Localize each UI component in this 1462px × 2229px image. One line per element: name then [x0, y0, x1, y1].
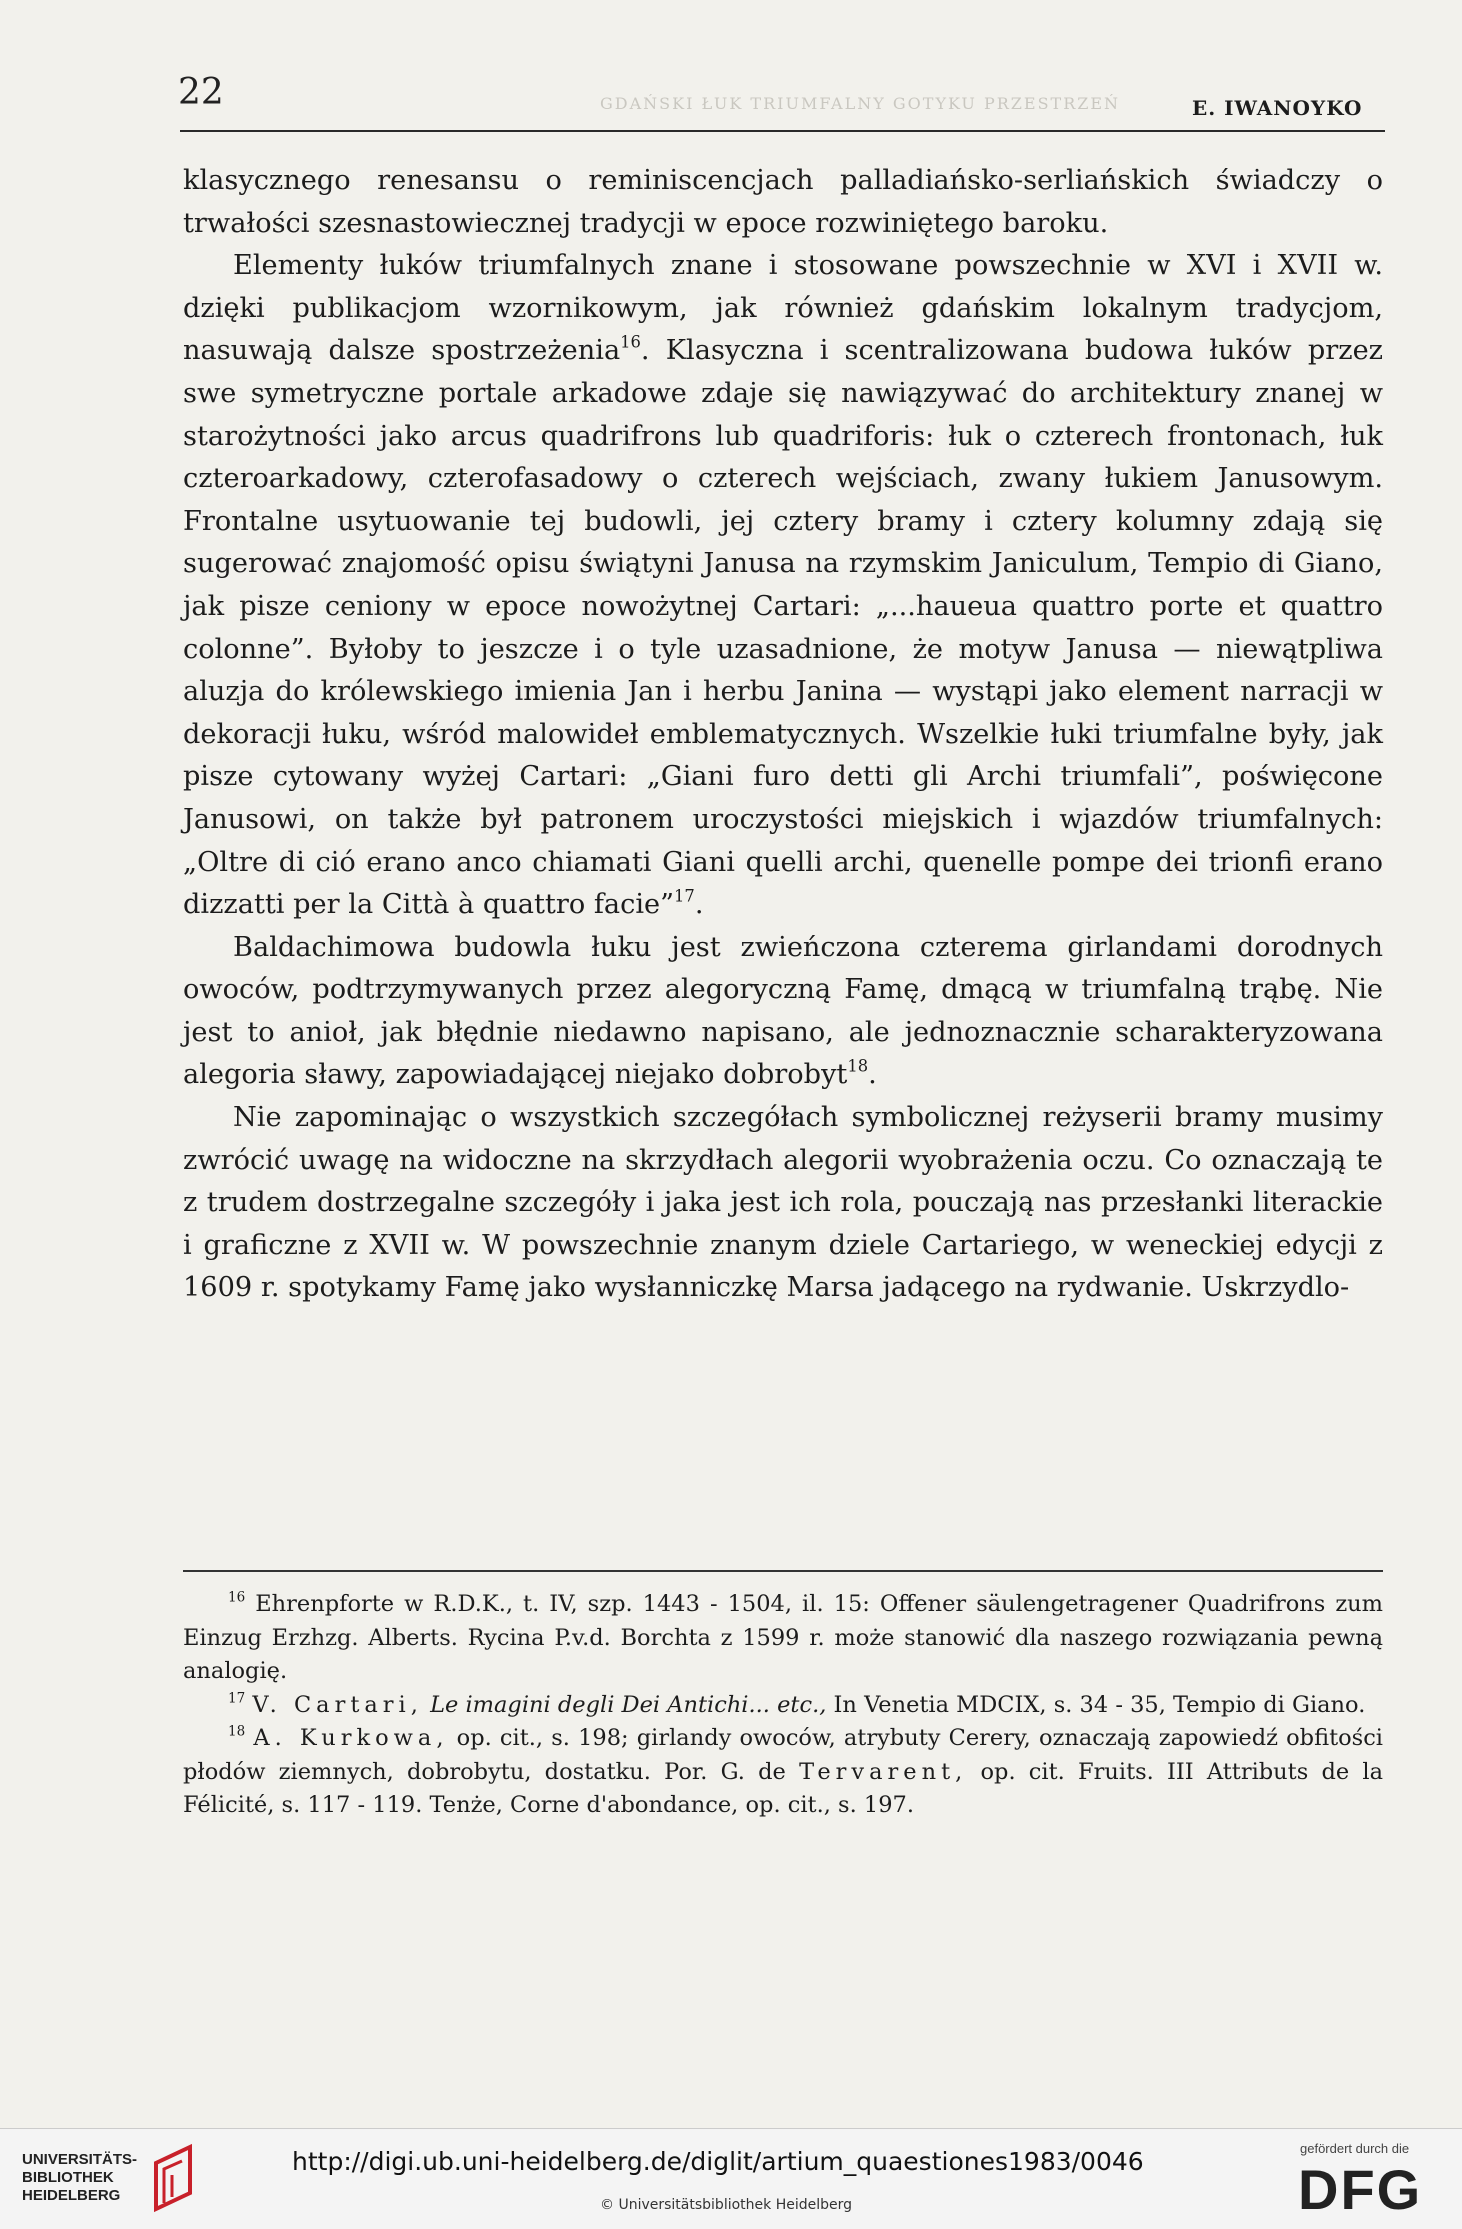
paragraph-3-text-b: . — [868, 1059, 877, 1091]
library-name-line: BIBLIOTHEK — [22, 2169, 114, 2186]
paragraph-2-text-a: Elementy łuków triumfalnych znane i stosowane powszechnie w XVI i XVII w. dzięki publikacjom wzornikowym, jak również gdańskim lokalnym tradycjom, nasuwają dalsze spostrzeżenia — [183, 250, 1383, 367]
page-number: 22 — [178, 72, 224, 113]
footnote-text: op. cit., s. 198; girlandy owoców, atrybuty Cerery, oznaczają zapowiedź obfitości płodów ziemnych, dobrobytu, dostatku. Por. G. de — [183, 1725, 1384, 1785]
permalink-url[interactable]: http://digi.ub.uni-heidelberg.de/diglit/artium_quaestiones1983/0046 — [292, 2147, 1144, 2176]
footnote-16 — [183, 1588, 1383, 1689]
copyright-notice: © Universitätsbibliothek Heidelberg — [600, 2197, 853, 2213]
footnote-author: A. Kurkowa, — [253, 1725, 449, 1751]
library-name-line: HEIDELBERG — [22, 2187, 121, 2204]
footnote-17 — [183, 1689, 1383, 1723]
footnote-rule — [183, 1570, 1383, 1572]
footnote-ref-18[interactable]: 18 — [847, 1057, 869, 1077]
running-head: E. IWANOYKO — [1192, 96, 1363, 120]
footnotes — [183, 1588, 1383, 1823]
ghost-running-head: GDAŃSKI ŁUK TRIUMFALNY GOTYKU PRZESTRZEŃ — [600, 94, 1121, 113]
dfg-logo: DFG — [1298, 2158, 1423, 2221]
library-name-line: UNIVERSITÄTS- — [22, 2151, 138, 2168]
paragraph-2-text-c: . — [694, 889, 704, 921]
footnote-author: V. Cartari, — [252, 1691, 423, 1718]
library-name — [22, 2151, 137, 2205]
footnote-number: 18 — [228, 1723, 246, 1740]
paragraph-3 — [183, 927, 1383, 1097]
paragraph-4 — [183, 1097, 1383, 1310]
body-text — [183, 160, 1383, 1310]
library-logo-icon — [150, 2143, 198, 2213]
paragraph-2 — [183, 245, 1383, 927]
footnote-text: In Venetia MDCIX, s. 34 - 35, Tempio di Giano. — [833, 1691, 1366, 1718]
footnote-text: op. cit. Fruits. III Attributs de la Félicité, s. 117 - 119. Tenże, Corne d'abondance, op. cit., s. 197. — [183, 1758, 1384, 1818]
footnote-author: Tervarent, — [799, 1758, 968, 1785]
footnote-number: 16 — [228, 1589, 246, 1606]
paragraph-1 — [183, 160, 1383, 245]
funded-by-label: gefördert durch die — [1300, 2141, 1410, 2156]
footnote-ref-16[interactable]: 16 — [620, 332, 641, 352]
footnote-18 — [183, 1722, 1383, 1823]
footnote-title: Le imagini degli Dei Antichi... etc., — [430, 1691, 827, 1718]
paragraph-2-text-b: . Klasyczna i scentralizowana budowa łuków przez swe symetryczne portale arkadowe zdaje się nawiązywać do architektury znanej w starożytności jako arcus quadrifrons lub quadriforis: łuk o czterech frontonach, łuk czteroarkadowy, czterofasadowy o czterech wejściach, zwany łukiem Janusowym. Frontalne usytuowanie tej budowli, jej cztery bramy i cztery kolumny zdają się sugerować znajomość opisu świątyni Janusa na rzymskim Janiculum, Tempio di Giano, jak pisze ceniony w epoce nowożytnej Cartari: „...haueua quattro porte et quattro colonne”. Byłoby to jeszcze i o tyle uzasadnione, że motyw Janusa — niewątpliwa aluzja do królewskiego imienia Jan i herbu Janina — wystąpi jako element narracji w dekoracji łuku, wśród malowideł emblematycznych. Wszelkie łuki triumfalne były, jak pisze cytowany wyżej Cartari: „Giani furo detti gli Archi triumfali”, poświęcone Janusowi, on także był patronem uroczystości miejskich i wjazdów triumfalnych: „Oltre di ció erano anco chiamati Giani quelli archi, quenelle pompe dei trionfi erano dizzatti per la Città à quattro facie” — [183, 335, 1383, 921]
header-rule — [180, 130, 1385, 132]
footnote-number: 17 — [228, 1690, 246, 1707]
footnote-ref-17[interactable]: 17 — [674, 886, 695, 906]
paragraph-1-text: klasycznego renesansu o reminiscencjach palladiańsko-serliańskich świadczy o trwałości szesnastowiecznej tradycji w epoce rozwiniętego baroku. — [183, 165, 1383, 239]
paragraph-3-text-a: Baldachimowa budowla łuku jest zwieńczona czterema girlandami dorodnych owoców, podtrzymywanych przez alegoryczną Famę, dmącą w triumfalną trąbę. Nie jest to anioł, jak błędnie niedawno napisano, ale jednoznacznie scharakteryzowana alegoria sławy, zapowiadającej niejako dobrobyt — [183, 931, 1383, 1091]
paragraph-4-text: Nie zapominając o wszystkich szczegółach symbolicznej reżyserii bramy musimy zwrócić uwagę na widoczne na skrzydłach alegorii wyobrażenia oczu. Co oznaczają te z trudem dostrzegalne szczegóły i jaka jest ich rola, pouczają nas przesłanki literackie i graficzne z XVII w. W powszechnie znanym dziele Cartariego, w weneckiej edycji z 1609 r. spotykamy Famę jako wysłanniczkę Marsa jadącego na rydwanie. Uskrzydlo- — [183, 1102, 1383, 1304]
viewer-footer — [0, 2128, 1462, 2229]
footnote-text: Ehrenpforte w R.D.K., t. IV, szp. 1443 - 1504, il. 15: Offener säulengetragener Quadrifrons zum Einzug Erzhzg. Alberts. Rycina P.v.d. Borchta z 1599 r. może stanowić dla naszego rozwiązania pewną analogię. — [183, 1591, 1384, 1684]
